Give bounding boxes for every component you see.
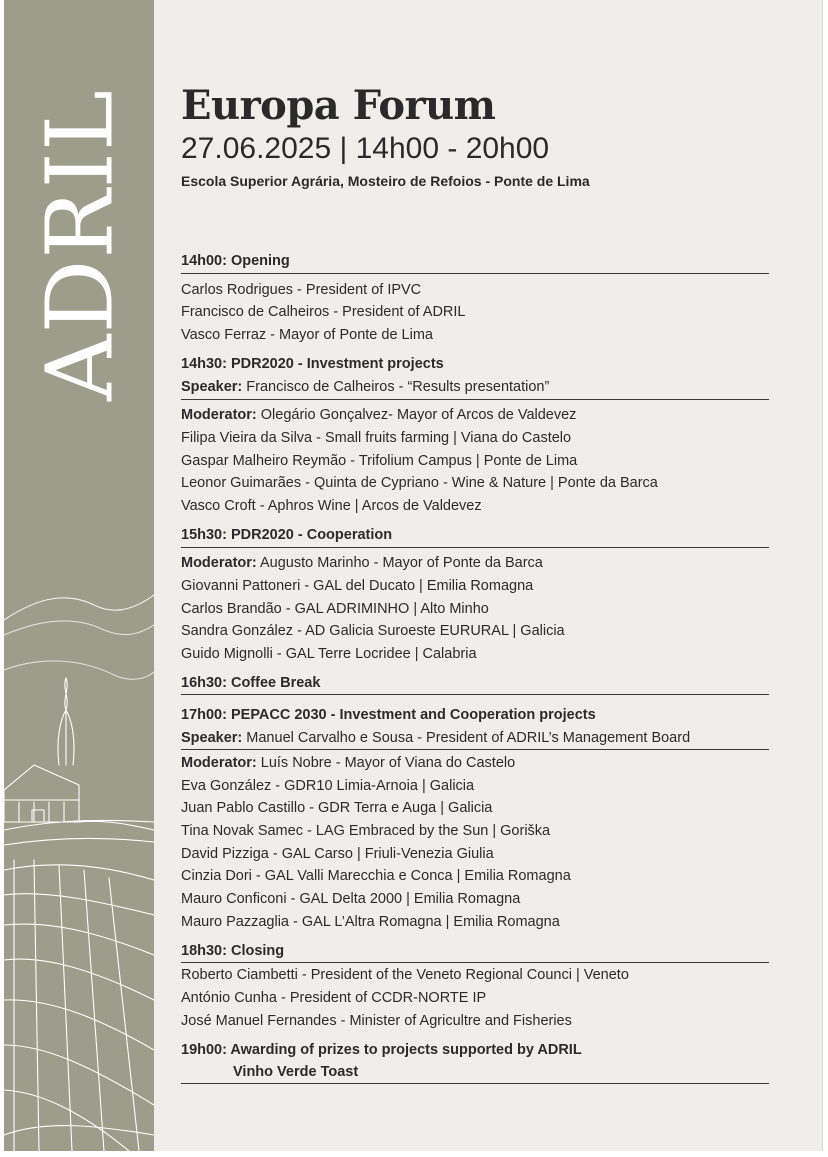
moderator-name: Luís Nobre - Mayor of Viana do Castelo [256,755,516,771]
list-item: Vasco Croft - Aphros Wine | Arcos de Valdevez [181,498,482,514]
list-item: Vasco Ferraz - Mayor of Ponte de Lima [181,327,433,343]
list-item: David Pizziga - GAL Carso | Friuli-Venezia Giulia [181,846,494,862]
list-item: Eva González - GDR10 Limia-Arnoia | Galicia [181,778,475,794]
divider [181,694,769,695]
list-item: Leonor Guimarães - Quinta de Cypriano - Wine & Nature | Ponte da Barca [181,475,658,491]
section-heading-opening: 14h00: Opening [181,253,290,269]
section-heading-coffee-break: 16h30: Coffee Break [181,675,321,691]
section-subheading-toast: Vinho Verde Toast [233,1064,359,1080]
divider [181,962,769,963]
adril-logo-text: ADRIL [26,89,134,401]
list-item: Mauro Conficoni - GAL Delta 2000 | Emilia Romagna [181,891,521,907]
list-item: Sandra González - AD Galicia Suroeste EURURAL | Galicia [181,623,565,639]
list-item: Carlos Brandão - GAL ADRIMINHO | Alto Minho [181,601,489,617]
section-heading-closing: 18h30: Closing [181,943,285,959]
section-heading-pdr-cooperation: 15h30: PDR2020 - Cooperation [181,527,393,543]
divider [181,399,769,400]
list-item: Guido Mignolli - GAL Terre Locridee | Calabria [181,646,477,662]
list-item: Francisco de Calheiros - President of ADRIL [181,304,466,320]
divider [181,1083,769,1084]
poster [4,0,823,1151]
moderator-label: Moderator: [181,755,257,771]
speaker-line [181,378,549,396]
section-heading-pepacc: 17h00: PEPACC 2030 - Investment and Cooperation projects [181,707,596,723]
divider [181,749,769,750]
list-item: Gaspar Malheiro Reymão - Trifolium Campus | Ponte de Lima [181,453,578,469]
sidebar-band [4,0,154,1151]
vineyard-illustration [4,560,154,1151]
speaker-label: Speaker: [181,730,243,746]
speaker-line [181,729,690,747]
divider [181,547,769,548]
divider [181,273,769,274]
event-datetime: 27.06.2025 | 14h00 - 20h00 [181,132,550,165]
list-item: Giovanni Pattoneri - GAL del Ducato | Emilia Romagna [181,578,534,594]
list-item: Carlos Rodrigues - President of IPVC [181,282,422,298]
speaker-label: Speaker: [181,379,243,395]
moderator-line [181,754,515,772]
moderator-name: Augusto Marinho - Mayor of Ponte da Barca [256,555,543,571]
list-item: Filipa Vieira da Silva - Small fruits farming | Viana do Castelo [181,430,572,446]
moderator-line [181,406,576,424]
speaker-name: Francisco de Calheiros - “Results presentation” [242,379,550,395]
list-item: Juan Pablo Castillo - GDR Terra e Auga | Galicia [181,800,493,816]
list-item: António Cunha - President of CCDR-NORTE IP [181,990,487,1006]
speaker-name: Manuel Carvalho e Sousa - President of ADRIL’s Management Board [242,730,691,746]
list-item: Mauro Pazzaglia - GAL L’Altra Romagna | Emilia Romagna [181,914,560,930]
moderator-line [181,554,543,572]
list-item: José Manuel Fernandes - Minister of Agricultre and Fisheries [181,1013,572,1029]
moderator-label: Moderator: [181,407,257,423]
list-item: Cinzia Dori - GAL Valli Marecchia e Conca | Emilia Romagna [181,868,571,884]
event-venue: Escola Superior Agrária, Mosteiro de Refoios - Ponte de Lima [181,173,590,189]
moderator-label: Moderator: [181,555,257,571]
section-heading-awards: 19h00: Awarding of prizes to projects supported by ADRIL [181,1042,582,1058]
list-item: Roberto Ciambetti - President of the Veneto Regional Counci | Veneto [181,967,629,983]
list-item: Tina Novak Samec - LAG Embraced by the Sun | Goriška [181,823,551,839]
section-heading-pdr-investment: 14h30: PDR2020 - Investment projects [181,356,444,372]
moderator-name: Olegário Gonçalvez- Mayor of Arcos de Valdevez [256,407,577,423]
page-title: Europa Forum [181,82,496,129]
